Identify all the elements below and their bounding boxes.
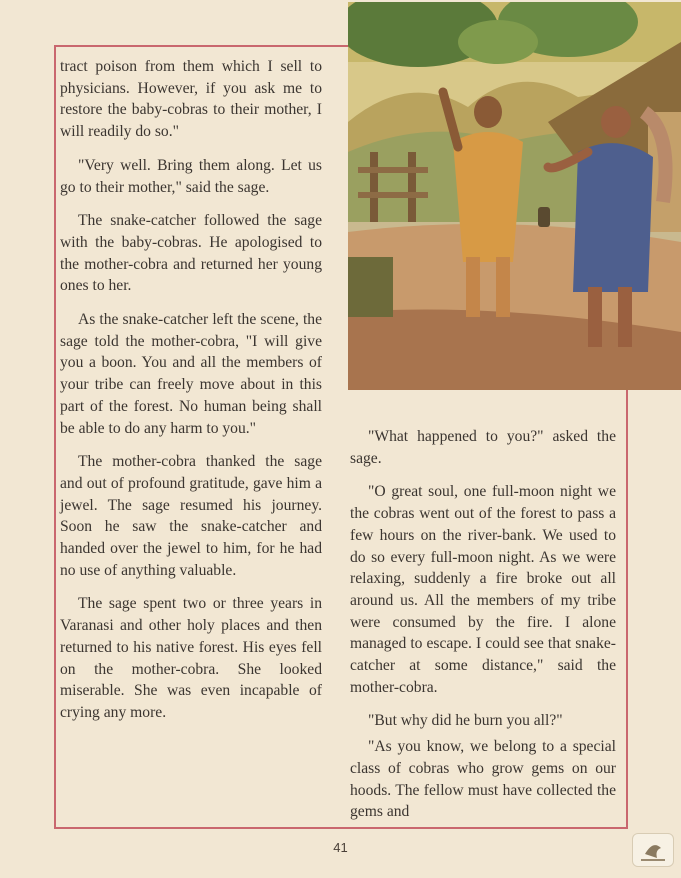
left-text-column: [60, 56, 322, 736]
left-paragraph-4: As the snake-catcher left the scene, the sage told the mother-cobra, "I will give you a boon. You and all the members of your tribe can freely move about in this part of the forest. No human being shall be able to do any harm to you.": [60, 311, 322, 437]
left-paragraph-1: tract poison from them which I sell to physicians. However, if you ask me to restore the baby-cobras to their mother, I will readily do so.": [60, 58, 322, 141]
right-paragraph-3: "But why did he burn you all?": [368, 712, 563, 730]
page-number: 41: [333, 840, 348, 855]
left-frame-left-rule: [54, 45, 56, 828]
left-paragraph-3: The snake-catcher followed the sage with the baby-cobras. He apologised to the mother-cobra and returned her young ones to her.: [60, 212, 322, 295]
right-paragraph-2: "O great soul, one full-moon night we the cobras went out of the forest to pass a few hours on the river-bank. We used to do so every full-moon night. As we were relaxing, suddenly a fire broke out all around us. All the members of my tribe were consumed by the fire. I alone managed to escape. I could see that snake-catcher at some distance," said the mother-cobra.: [350, 483, 616, 696]
story-illustration: [348, 2, 681, 390]
left-paragraph-6: The sage spent two or three years in Varanasi and other holy places and then returned to his native forest. His eyes fell on the mother-cobra. She looked miserable. She was even incapable of crying any more.: [60, 595, 322, 721]
corner-stamp-icon: [632, 833, 674, 867]
right-text-column: [350, 426, 616, 835]
right-paragraph-4: "As you know, we belong to a special class of cobras who grow gems on our hoods. The fellow must have collected the gems and: [350, 738, 616, 821]
left-paragraph-5: The mother-cobra thanked the sage and out of profound gratitude, gave him a jewel. The sage resumed his journey. Soon he saw the snake-catcher and handed over the jewel to him, for he had no use of anything valuable.: [60, 453, 322, 579]
left-frame-top-rule: [54, 45, 348, 47]
right-frame-right-rule: [626, 390, 628, 829]
right-paragraph-1: "What happened to you?" asked the sage.: [350, 428, 616, 467]
left-paragraph-2: "Very well. Bring them along. Let us go to their mother," said the sage.: [60, 156, 322, 196]
illustration-art: [348, 2, 681, 390]
